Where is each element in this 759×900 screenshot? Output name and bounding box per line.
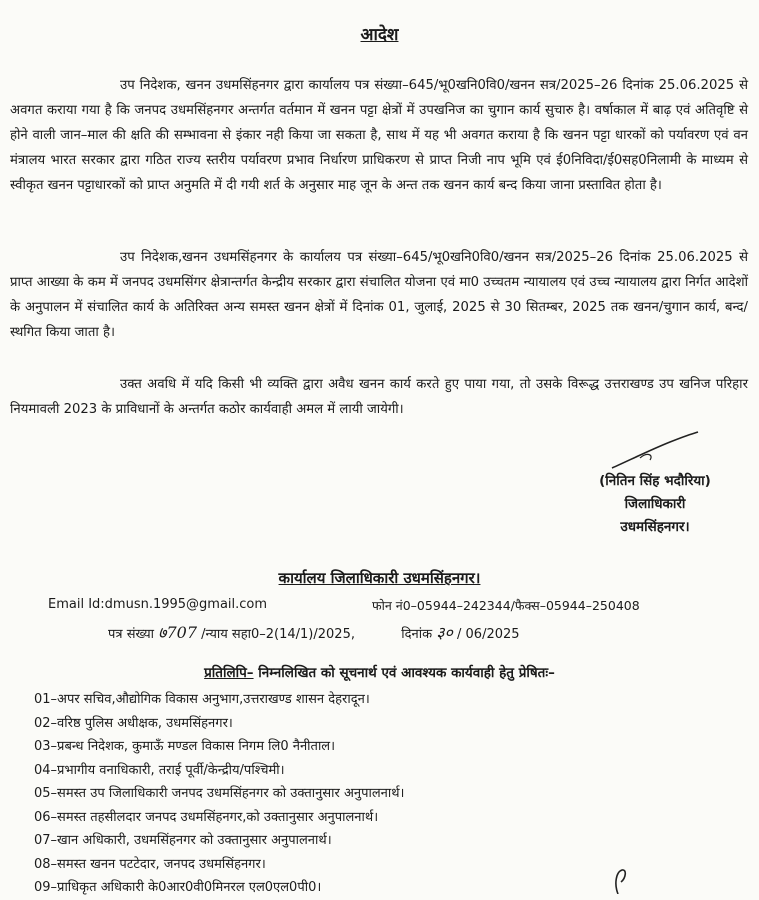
list-item: 06–समस्त तहसीलदार जनपद उधमसिंहनगर,को उक्तानुसार अनुपालनार्थ। [34,809,379,825]
letter-reference-line [108,621,520,643]
list-item: 08–समस्त खनन पटटेदार, जनपद उधमसिंहनगर। [34,856,266,872]
office-heading: कार्यालय जिलाधिकारी उधमसिंहनगर। [278,569,481,587]
date-day-handwritten: ३० [436,623,453,642]
date-month-year: / 06/2025 [457,627,520,642]
signatory-name: (नितिन सिंह भदौरिया) [599,473,711,489]
order-paragraph-2: उप निदेशक,खनन उधमसिंहनगर के कार्यालय पत्र संख्या–645/भू0खनि0वि0/खनन सत्र/2025–26 दिनांक 25.06.2025 से प्राप्त आख्या के कम में जनपद उधमसिंगर क्षेत्रान्तर्गत केन्द्रीय सरकार द्वारा संचालित योजना एवं मा0 उच्चतम न्यायालय एवं उच्च न्यायालय द्वारा निर्गत आदेशों के अनुपालन में संचालित कार्य के अतिरिक्त अन्य समस्त खनन क्षेत्रों में दिनांक 01, जुलाई, 2025 से 30 सितम्बर, 2025 तक खनन/चुगान कार्य, बन्द/स्थगित किया जाता है। [10,250,748,340]
office-email: Email Id:dmusn.1995@gmail.com [48,597,268,612]
office-phone-fax: फोन नं0–05944–242344/फैक्स–05944–250408 [372,598,640,613]
list-item: 02–वरिष्ठ पुलिस अधीक्षक, उधमसिंहनगर। [34,715,233,731]
handwritten-margin-mark [612,868,630,894]
list-item: 09–प्राधिकृत अधिकारी के0आर0वी0मिनरल एल0एल0पी0। [34,880,322,895]
list-item: 07–खान अधिकारी, उधमसिंहनगर को उक्तानुसार अनुपालनार्थ। [34,833,332,848]
list-item: 01–अपर सचिव,औद्योगिक विकास अनुभाग,उत्तराखण्ड शासन देहरादून। [34,692,370,707]
copy-to-list [34,688,404,900]
order-paragraph-1: उप निदेशक, खनन उधमसिंहनगर द्वारा कार्यालय पत्र संख्या–645/भू0खनि0वि0/खनन सत्र/2025–26 दिनांक 25.06.2025 से अवगत कराया गया है कि जनपद उधमसिंहनगर अन्तर्गत वर्तमान में खनन पट्टा क्षेत्रों में उपखनिज का चुगान कार्य सुचारु है। वर्षाकाल में बाढ़ एवं अतिवृष्टि से होने वाली जान–माल की क्षति की सम्भावना से इंकार नही किया जा सकता है, साथ में यह भी अवगत कराया है कि खनन पट्टा धारकों को पर्यावरण एवं वन मंत्रालय भारत सरकार द्वारा गठित राज्य स्तरीय पर्यावरण प्रभाव निर्धारण प्राधिकरण से प्राप्त निजी नाप भूमि एवं ई0निविदा/ई0सह0निलामी के माध्यम से स्वीकृत खनन पट्टाधारकों को प्राप्त अनुमति में दी गयी शर्त के अनुसार माह जून के अन्त तक खनन कार्य बन्द किया जाना प्रस्तावित होता है। [10,78,748,193]
copy-to-heading [0,663,759,681]
letter-number-label: पत्र संख्या [108,627,154,642]
date-label: दिनांक [401,627,433,642]
order-paragraph-3: उक्त अवधि में यदि किसी भी व्यक्ति द्वारा अवैध खनन कार्य करते हुए पाया गया, तो उसके विरूद्ध उत्तराखण्ड उप खनिज परिहार नियमावली 2023 के प्राविधानों के अन्तर्गत कठोर कार्यवाही अमल में लायी जायेगी। [10,377,748,417]
copy-to-text: निम्नलिखित को सूचनार्थ एवं आवश्यक कार्यवाही हेतु प्रेषितः– [258,665,555,681]
signatory-designation: जिलाधिकारी [624,496,686,512]
letter-number-handwritten: ७707 [158,623,197,642]
list-item: 03–प्रबन्ध निदेशक, कुमाऊँ मण्डल विकास निगम लि0 नैनीताल। [34,739,336,754]
list-item: 04–प्रभागीय वनाधिकारी, तराई पूर्वी/केन्द्रीय/पश्चिमी। [34,762,285,778]
signature-block [560,470,750,539]
order-title: आदेश [360,25,399,45]
signatory-place: उधमसिंहनगर। [620,519,690,535]
signature-mark [610,430,700,470]
list-item: 05–समस्त उप जिलाधिकारी जनपद उधमसिंहनगर को उक्तानुसार अनुपालनार्थ। [34,786,405,801]
letter-reference: /न्याय सहा0–2(14/1)/2025, [201,627,355,642]
copy-to-prefix: प्रतिलिपि– [204,665,254,681]
